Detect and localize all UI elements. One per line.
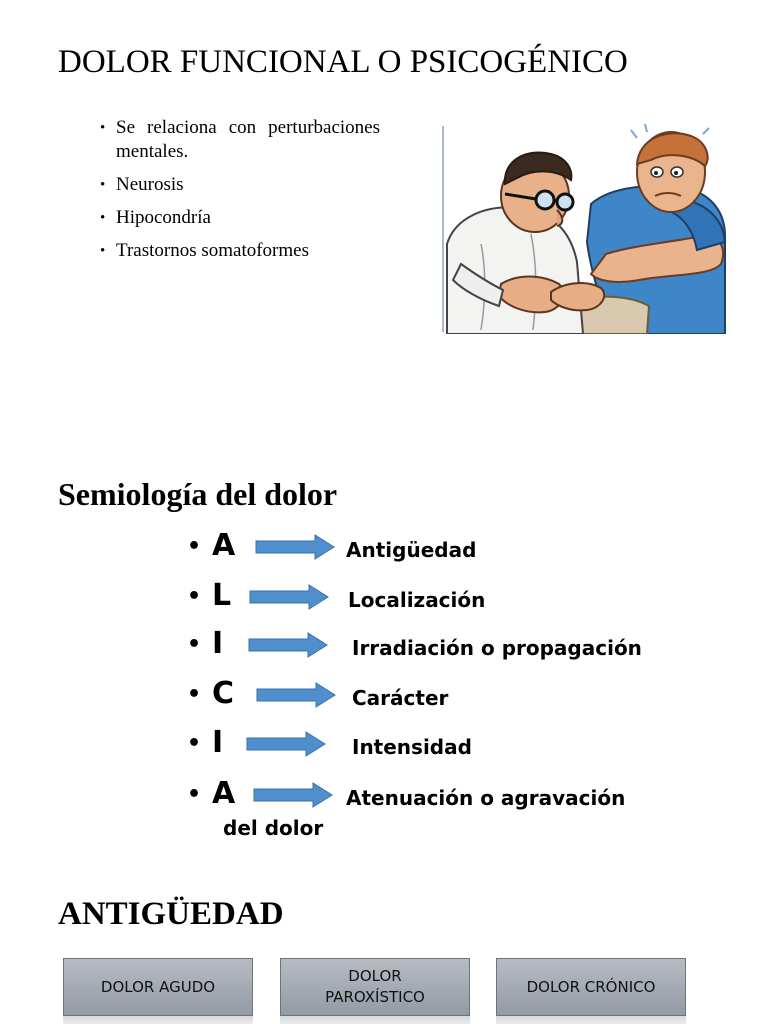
section-title: ANTIGÜEDAD bbox=[58, 896, 284, 932]
right-arrow-icon bbox=[253, 782, 333, 808]
mnemonic-meaning: Atenuación o agravación bbox=[346, 786, 626, 810]
box-reflection bbox=[63, 1016, 253, 1024]
box-reflection bbox=[280, 1016, 470, 1024]
bullet-list bbox=[100, 116, 380, 272]
list-item: • Se relaciona con perturbaciones mentales. bbox=[100, 116, 380, 164]
bullet-glyph: • bbox=[187, 682, 202, 707]
mnemonic-meaning: Carácter bbox=[352, 686, 449, 710]
mnemonic-row bbox=[0, 528, 768, 574]
right-arrow-icon bbox=[248, 632, 328, 658]
mnemonic-letter: I bbox=[212, 725, 224, 760]
page-title: DOLOR FUNCIONAL O PSICOGÉNICO bbox=[58, 44, 628, 80]
list-item: • Hipocondría bbox=[100, 206, 380, 230]
pain-type-box bbox=[496, 958, 686, 1016]
right-arrow-icon bbox=[256, 682, 336, 708]
doctor-patient-illustration bbox=[441, 124, 727, 334]
pain-type-box bbox=[280, 958, 470, 1016]
mnemonic-meaning: Localización bbox=[348, 588, 486, 612]
mnemonic-letter: A bbox=[212, 528, 236, 563]
mnemonic-row bbox=[0, 676, 768, 722]
mnemonic-continuation: del dolor bbox=[223, 816, 324, 840]
list-item: • Neurosis bbox=[100, 173, 380, 197]
mnemonic-meaning: Intensidad bbox=[352, 735, 472, 759]
right-arrow-icon bbox=[249, 584, 329, 610]
pain-type-box bbox=[63, 958, 253, 1016]
mnemonic-row bbox=[0, 776, 768, 822]
bullet-glyph: • bbox=[187, 632, 202, 657]
mnemonic-row bbox=[0, 725, 768, 771]
mnemonic-letter: C bbox=[212, 676, 235, 711]
right-arrow-icon bbox=[255, 534, 335, 560]
pain-type-label: DOLOR PAROXÍSTICO bbox=[325, 967, 425, 1006]
mnemonic-row bbox=[0, 578, 768, 624]
bullet-glyph: • bbox=[187, 782, 202, 807]
bullet-glyph: • bbox=[187, 534, 202, 559]
mnemonic-meaning: Antigüedad bbox=[346, 538, 477, 562]
pain-type-label: DOLOR CRÓNICO bbox=[526, 977, 656, 996]
mnemonic-meaning: Irradiación o propagación bbox=[352, 636, 642, 660]
mnemonic-letter: A bbox=[212, 776, 236, 811]
mnemonic-letter: I bbox=[212, 626, 224, 661]
right-arrow-icon bbox=[246, 731, 326, 757]
pain-type-label: DOLOR AGUDO bbox=[100, 977, 216, 996]
list-item: • Trastornos somatoformes bbox=[100, 239, 380, 263]
mnemonic-letter: L bbox=[212, 578, 232, 613]
box-reflection bbox=[496, 1016, 686, 1024]
bullet-glyph: • bbox=[187, 731, 202, 756]
section-title: Semiología del dolor bbox=[58, 476, 338, 512]
bullet-glyph: • bbox=[187, 584, 202, 609]
mnemonic-row bbox=[0, 626, 768, 672]
